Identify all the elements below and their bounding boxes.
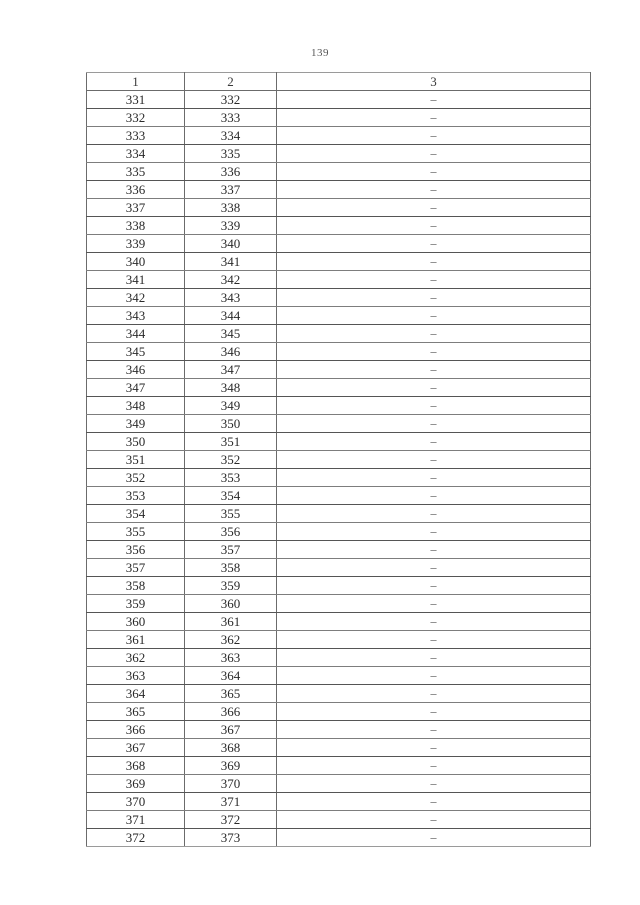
table-cell-col-3: – <box>277 361 591 379</box>
table-cell-col-2: 346 <box>185 343 277 361</box>
table-cell-col-1: 354 <box>87 505 185 523</box>
table-cell-col-3: – <box>277 793 591 811</box>
table-row <box>87 757 591 775</box>
table-cell-col-1: 347 <box>87 379 185 397</box>
table-cell-col-1: 356 <box>87 541 185 559</box>
table-cell-col-2: 356 <box>185 523 277 541</box>
table-cell-col-1: 371 <box>87 811 185 829</box>
table-cell-col-2: 344 <box>185 307 277 325</box>
table-cell-col-2: 369 <box>185 757 277 775</box>
table-cell-col-1: 355 <box>87 523 185 541</box>
table-cell-col-1: 360 <box>87 613 185 631</box>
table-cell-col-1: 363 <box>87 667 185 685</box>
table-cell-col-2: 362 <box>185 631 277 649</box>
table-cell-col-3: – <box>277 181 591 199</box>
table-cell-col-1: 358 <box>87 577 185 595</box>
table-cell-col-2: 345 <box>185 325 277 343</box>
table-cell-col-1: 338 <box>87 217 185 235</box>
table-row <box>87 415 591 433</box>
table-cell-col-3: – <box>277 199 591 217</box>
table-cell-col-3: – <box>277 811 591 829</box>
page-number: 139 <box>311 47 329 59</box>
table-row <box>87 703 591 721</box>
table-cell-col-1: 352 <box>87 469 185 487</box>
table-cell-col-1: 339 <box>87 235 185 253</box>
table-row <box>87 127 591 145</box>
table-cell-col-3: – <box>277 235 591 253</box>
table-row <box>87 595 591 613</box>
table-cell-col-3: – <box>277 127 591 145</box>
table-row <box>87 721 591 739</box>
table-cell-col-1: 345 <box>87 343 185 361</box>
table-cell-col-3: – <box>277 739 591 757</box>
table-cell-col-1: 351 <box>87 451 185 469</box>
table-row <box>87 181 591 199</box>
header-row <box>87 73 591 91</box>
table-row <box>87 541 591 559</box>
table-cell-col-2: 368 <box>185 739 277 757</box>
table-cell-col-3: – <box>277 829 591 847</box>
table-cell-col-2: 354 <box>185 487 277 505</box>
table-cell-col-1: 364 <box>87 685 185 703</box>
table-cell-col-2: 334 <box>185 127 277 145</box>
table-cell-col-2: 360 <box>185 595 277 613</box>
table-cell-col-1: 349 <box>87 415 185 433</box>
table-cell-col-3: – <box>277 163 591 181</box>
table-row <box>87 577 591 595</box>
table-cell-col-3: – <box>277 91 591 109</box>
table-cell-col-2: 357 <box>185 541 277 559</box>
table-cell-col-3: – <box>277 667 591 685</box>
table-cell-col-3: – <box>277 217 591 235</box>
table-cell-col-3: – <box>277 595 591 613</box>
table-cell-col-1: 341 <box>87 271 185 289</box>
table-cell-col-3: – <box>277 757 591 775</box>
table-cell-col-3: – <box>277 307 591 325</box>
table-cell-col-2: 335 <box>185 145 277 163</box>
column-header-1: 1 <box>87 73 185 91</box>
table-row <box>87 361 591 379</box>
table-cell-col-1: 350 <box>87 433 185 451</box>
table-cell-col-3: – <box>277 613 591 631</box>
table-cell-col-2: 373 <box>185 829 277 847</box>
table-row <box>87 109 591 127</box>
table-cell-col-2: 372 <box>185 811 277 829</box>
table-row <box>87 289 591 307</box>
table-cell-col-1: 334 <box>87 145 185 163</box>
table-cell-col-1: 343 <box>87 307 185 325</box>
table-row <box>87 631 591 649</box>
table-cell-col-3: – <box>277 505 591 523</box>
column-header-3: 3 <box>277 73 591 91</box>
table-row <box>87 829 591 847</box>
table-body <box>87 91 591 847</box>
table-row <box>87 505 591 523</box>
table-cell-col-3: – <box>277 775 591 793</box>
table-cell-col-3: – <box>277 109 591 127</box>
table-cell-col-1: 366 <box>87 721 185 739</box>
table-row <box>87 235 591 253</box>
table-cell-col-3: – <box>277 631 591 649</box>
table-cell-col-2: 340 <box>185 235 277 253</box>
table-cell-col-2: 363 <box>185 649 277 667</box>
table-cell-col-3: – <box>277 343 591 361</box>
table-cell-col-2: 350 <box>185 415 277 433</box>
table-cell-col-2: 348 <box>185 379 277 397</box>
table-row <box>87 307 591 325</box>
table-cell-col-3: – <box>277 379 591 397</box>
table-cell-col-2: 364 <box>185 667 277 685</box>
table-cell-col-2: 336 <box>185 163 277 181</box>
table-cell-col-3: – <box>277 685 591 703</box>
table-cell-col-2: 361 <box>185 613 277 631</box>
table-row <box>87 253 591 271</box>
table-cell-col-1: 359 <box>87 595 185 613</box>
table-cell-col-1: 367 <box>87 739 185 757</box>
table-row <box>87 685 591 703</box>
table-cell-col-2: 349 <box>185 397 277 415</box>
table-cell-col-1: 361 <box>87 631 185 649</box>
table-row <box>87 325 591 343</box>
table-cell-col-2: 332 <box>185 91 277 109</box>
table-cell-col-3: – <box>277 271 591 289</box>
table-row <box>87 775 591 793</box>
table-cell-col-2: 337 <box>185 181 277 199</box>
table-cell-col-3: – <box>277 397 591 415</box>
table-cell-col-3: – <box>277 253 591 271</box>
table-cell-col-2: 351 <box>185 433 277 451</box>
table-cell-col-2: 342 <box>185 271 277 289</box>
table-cell-col-2: 371 <box>185 793 277 811</box>
table-cell-col-1: 340 <box>87 253 185 271</box>
table-row <box>87 667 591 685</box>
table-cell-col-1: 365 <box>87 703 185 721</box>
table-cell-col-1: 344 <box>87 325 185 343</box>
table-cell-col-1: 336 <box>87 181 185 199</box>
table-row <box>87 811 591 829</box>
table-cell-col-2: 370 <box>185 775 277 793</box>
table-cell-col-3: – <box>277 649 591 667</box>
table-cell-col-2: 347 <box>185 361 277 379</box>
table-row <box>87 451 591 469</box>
table-row <box>87 379 591 397</box>
table-cell-col-3: – <box>277 559 591 577</box>
table-cell-col-1: 362 <box>87 649 185 667</box>
table-cell-col-2: 333 <box>185 109 277 127</box>
table-cell-col-3: – <box>277 577 591 595</box>
table-cell-col-3: – <box>277 469 591 487</box>
table-row <box>87 199 591 217</box>
table-cell-col-3: – <box>277 145 591 163</box>
table-cell-col-1: 346 <box>87 361 185 379</box>
table-row <box>87 163 591 181</box>
table-cell-col-3: – <box>277 415 591 433</box>
table-cell-col-2: 355 <box>185 505 277 523</box>
table-row <box>87 91 591 109</box>
table-cell-col-1: 332 <box>87 109 185 127</box>
table-cell-col-1: 368 <box>87 757 185 775</box>
table-cell-col-2: 343 <box>185 289 277 307</box>
table-row <box>87 145 591 163</box>
table-header <box>87 73 591 91</box>
table-cell-col-3: – <box>277 721 591 739</box>
table-cell-col-1: 357 <box>87 559 185 577</box>
table-cell-col-2: 358 <box>185 559 277 577</box>
table-cell-col-2: 359 <box>185 577 277 595</box>
table-cell-col-2: 367 <box>185 721 277 739</box>
table-cell-col-1: 337 <box>87 199 185 217</box>
table-row <box>87 613 591 631</box>
table-cell-col-1: 372 <box>87 829 185 847</box>
table-row <box>87 433 591 451</box>
table-cell-col-1: 342 <box>87 289 185 307</box>
data-table <box>86 72 591 847</box>
table-row <box>87 649 591 667</box>
table-cell-col-3: – <box>277 433 591 451</box>
table-row <box>87 487 591 505</box>
table-cell-col-1: 333 <box>87 127 185 145</box>
table-row <box>87 523 591 541</box>
table-row <box>87 271 591 289</box>
data-table-container <box>86 72 590 847</box>
table-row <box>87 397 591 415</box>
table-cell-col-3: – <box>277 451 591 469</box>
table-cell-col-1: 369 <box>87 775 185 793</box>
table-row <box>87 793 591 811</box>
table-row <box>87 217 591 235</box>
table-cell-col-3: – <box>277 325 591 343</box>
table-row <box>87 739 591 757</box>
table-cell-col-3: – <box>277 289 591 307</box>
table-row <box>87 343 591 361</box>
table-cell-col-1: 353 <box>87 487 185 505</box>
table-row <box>87 559 591 577</box>
table-cell-col-3: – <box>277 703 591 721</box>
table-cell-col-2: 338 <box>185 199 277 217</box>
table-cell-col-1: 348 <box>87 397 185 415</box>
table-cell-col-3: – <box>277 523 591 541</box>
table-cell-col-3: – <box>277 487 591 505</box>
table-cell-col-2: 352 <box>185 451 277 469</box>
table-cell-col-1: 370 <box>87 793 185 811</box>
table-cell-col-3: – <box>277 541 591 559</box>
table-row <box>87 469 591 487</box>
column-header-2: 2 <box>185 73 277 91</box>
table-cell-col-1: 331 <box>87 91 185 109</box>
table-cell-col-1: 335 <box>87 163 185 181</box>
table-cell-col-2: 339 <box>185 217 277 235</box>
table-cell-col-2: 353 <box>185 469 277 487</box>
table-cell-col-2: 366 <box>185 703 277 721</box>
table-cell-col-2: 341 <box>185 253 277 271</box>
table-cell-col-2: 365 <box>185 685 277 703</box>
